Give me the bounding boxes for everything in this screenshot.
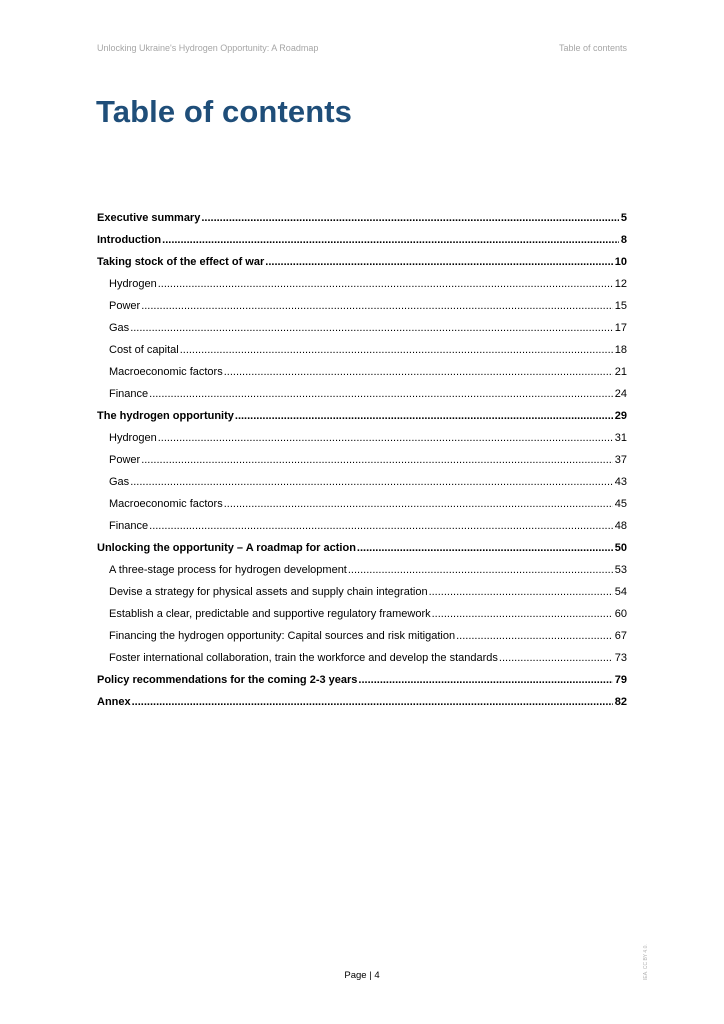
toc-entry-label: The hydrogen opportunity	[97, 410, 234, 422]
toc-entry[interactable]	[97, 669, 627, 691]
toc-entry-label: Power	[109, 300, 141, 312]
toc-entry-page-number: 43	[614, 476, 627, 488]
toc-entry-label: Financing the hydrogen opportunity: Capital sources and risk mitigation	[109, 630, 456, 642]
toc-dot-leader	[456, 625, 613, 647]
toc-entry-label: A three-stage process for hydrogen development	[109, 564, 347, 576]
toc-entry-label: Devise a strategy for physical assets and supply chain integration	[109, 586, 428, 598]
toc-entry-page-number: 21	[614, 366, 627, 378]
running-header-section: Table of contents	[558, 43, 627, 53]
toc-entry-label: Hydrogen	[109, 278, 157, 290]
license-note: IEA. CC BY 4.0.	[643, 944, 649, 980]
toc-entry-page-number: 54	[614, 586, 627, 598]
toc-entry-page-number: 45	[614, 498, 627, 510]
toc-entry[interactable]	[97, 405, 627, 427]
toc-entry-page-number: 18	[614, 344, 627, 356]
page-title: Table of contents	[96, 94, 353, 129]
toc-dot-leader	[224, 361, 613, 383]
toc-entry[interactable]	[97, 339, 627, 361]
toc-dot-leader	[158, 273, 613, 295]
toc-entry-page-number: 24	[614, 388, 627, 400]
toc-entry[interactable]	[97, 317, 627, 339]
toc-entry-page-number: 17	[614, 322, 627, 334]
toc-entry-page-number: 53	[614, 564, 627, 576]
toc-entry[interactable]	[97, 273, 627, 295]
toc-entry-page-number: 29	[614, 410, 627, 422]
toc-dot-leader	[358, 669, 612, 691]
toc-entry[interactable]	[97, 471, 627, 493]
toc-entry[interactable]	[97, 559, 627, 581]
toc-entry-label: Unlocking the opportunity – A roadmap for action	[97, 542, 356, 554]
toc-dot-leader	[224, 493, 613, 515]
toc-entry-page-number: 37	[614, 454, 627, 466]
toc-entry-label: Annex	[97, 696, 131, 708]
toc-dot-leader	[141, 295, 613, 317]
toc-entry-label: Executive summary	[97, 212, 201, 224]
toc-dot-leader	[429, 581, 613, 603]
toc-entry-page-number: 15	[614, 300, 627, 312]
toc-entry[interactable]	[97, 229, 627, 251]
toc-entry[interactable]	[97, 427, 627, 449]
toc-entry-page-number: 12	[614, 278, 627, 290]
toc-dot-leader	[130, 471, 613, 493]
toc-dot-leader	[357, 537, 613, 559]
toc-entry-page-number: 82	[614, 696, 627, 708]
toc-entry-label: Introduction	[97, 234, 162, 246]
toc-entry-label: Establish a clear, predictable and supportive regulatory framework	[109, 608, 431, 620]
toc-entry[interactable]	[97, 537, 627, 559]
toc-entry[interactable]	[97, 383, 627, 405]
toc-entry[interactable]	[97, 295, 627, 317]
toc-entry-page-number: 60	[614, 608, 627, 620]
toc-entry-label: Macroeconomic factors	[109, 498, 223, 510]
toc-entry[interactable]	[97, 449, 627, 471]
toc-dot-leader	[432, 603, 613, 625]
toc-entry-label: Power	[109, 454, 141, 466]
toc-dot-leader	[348, 559, 613, 581]
toc-dot-leader	[149, 515, 613, 537]
toc-dot-leader	[141, 449, 613, 471]
toc-entry[interactable]	[97, 493, 627, 515]
toc-entry[interactable]	[97, 361, 627, 383]
toc-entry-page-number: 48	[614, 520, 627, 532]
toc-entry[interactable]	[97, 515, 627, 537]
toc-entry-label: Finance	[109, 388, 149, 400]
running-header-title: Unlocking Ukraine's Hydrogen Opportunity: A Roadmap	[97, 43, 319, 53]
toc-dot-leader	[235, 405, 613, 427]
toc-entry-label: Hydrogen	[109, 432, 157, 444]
toc-entry-page-number: 79	[614, 674, 627, 686]
toc-entry-label: Taking stock of the effect of war	[97, 256, 265, 268]
toc-dot-leader	[130, 317, 613, 339]
toc-entry-label: Finance	[109, 520, 149, 532]
toc-entry-page-number: 5	[620, 212, 627, 224]
toc-entry-page-number: 67	[614, 630, 627, 642]
toc-dot-leader	[158, 427, 613, 449]
toc-entry[interactable]	[97, 691, 627, 713]
toc-dot-leader	[265, 251, 612, 273]
toc-entry-label: Gas	[109, 322, 130, 334]
toc-dot-leader	[149, 383, 613, 405]
toc-entry[interactable]	[97, 647, 627, 669]
toc-entry[interactable]	[97, 581, 627, 603]
toc-entry-page-number: 73	[614, 652, 627, 664]
toc-entry[interactable]	[97, 251, 627, 273]
toc-entry-label: Cost of capital	[109, 344, 179, 356]
toc-entry-page-number: 10	[614, 256, 627, 268]
toc-entry-label: Policy recommendations for the coming 2-3 years	[97, 674, 358, 686]
toc-entry-label: Gas	[109, 476, 130, 488]
toc-entry-page-number: 31	[614, 432, 627, 444]
page-number: Page | 4	[344, 970, 380, 981]
toc-dot-leader	[132, 691, 613, 713]
table-of-contents	[97, 207, 627, 713]
toc-entry-label: Foster international collaboration, train the workforce and develop the standards	[109, 652, 498, 664]
toc-entry-label: Macroeconomic factors	[109, 366, 223, 378]
toc-dot-leader	[201, 207, 619, 229]
toc-entry-page-number: 8	[620, 234, 627, 246]
toc-entry[interactable]	[97, 603, 627, 625]
toc-dot-leader	[499, 647, 613, 669]
toc-dot-leader	[180, 339, 613, 361]
toc-entry[interactable]	[97, 207, 627, 229]
toc-entry-page-number: 50	[614, 542, 627, 554]
toc-dot-leader	[162, 229, 619, 251]
toc-entry[interactable]	[97, 625, 627, 647]
